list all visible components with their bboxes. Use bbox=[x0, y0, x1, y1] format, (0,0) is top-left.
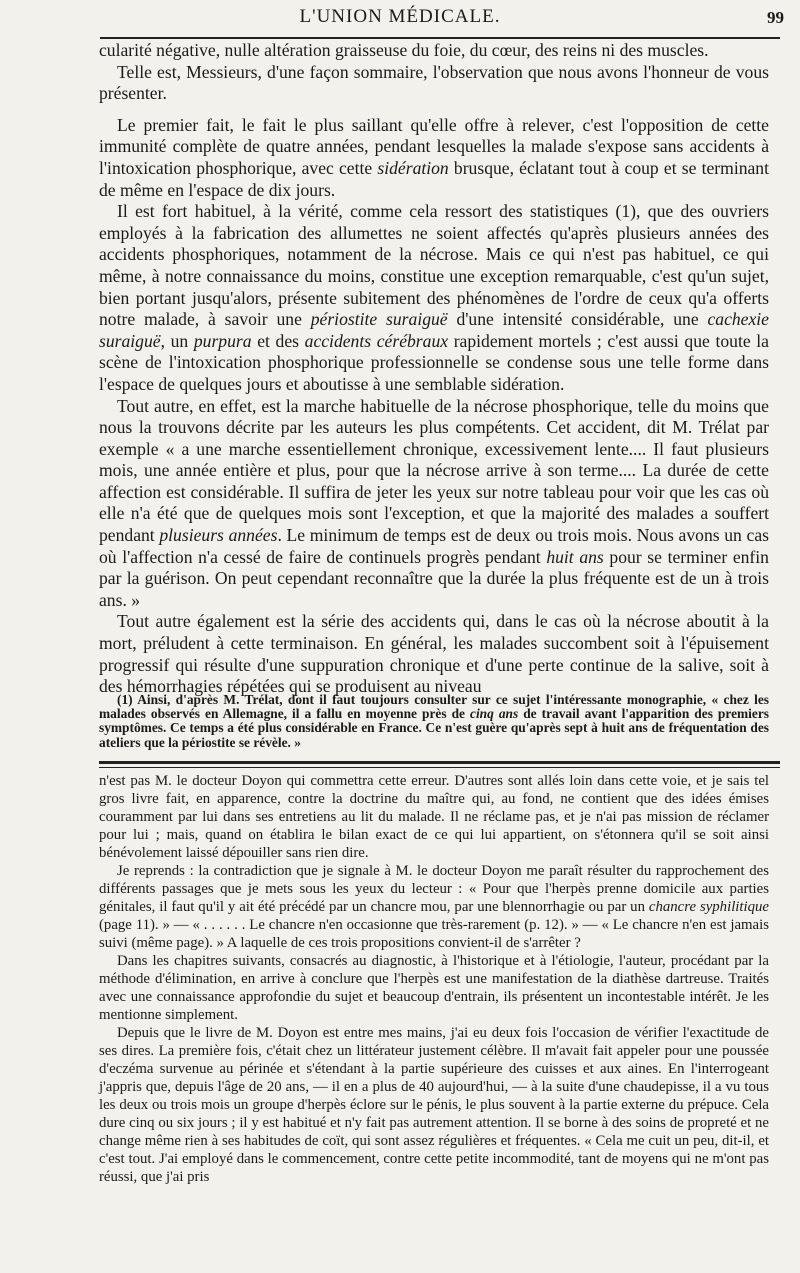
paragraph: Dans les chapitres suivants, consacrés au diagnostic, à l'historique et à l'étiologie, l'auteur, procédant par la méthode d'élimination, en arrive à conclure que l'herpès est une manifestation de la diathèse dartreuse. Traités avec une connaissance approfondie du sujet et beaucoup d'entrain, ils présentent un incontestable intérêt. Je les mentionne simplement. bbox=[99, 953, 769, 1023]
paragraph: n'est pas M. le docteur Doyon qui commettra cette erreur. D'autres sont allés loin dans cette voie, et je sais tel gros livre fait, en apparence, contre la doctrine du maître qui, au fond, ne contient que des idées émises couramment par lui dans ses entretiens au lit du malade. Il ne réclame pas, et je n'ai pas mission de réclamer pour lui ; mais, quand on établira le bilan exact de ce qui lui appartient, on s'étonnera qu'il se soit ainsi bénévolement laissé dépouiller sans rien dire. bbox=[99, 773, 769, 861]
paragraph: cularité négative, nulle altération graisseuse du foie, du cœur, des reins ni des muscles. bbox=[99, 40, 709, 60]
paragraph: Telle est, Messieurs, d'une façon sommaire, l'observation que nous avons l'honneur de vous présenter. bbox=[99, 61, 769, 104]
paragraph: Il est fort habituel, à la vérité, comme cela ressort des statistiques (1), que des ouvriers employés à la fabrication des allumettes ne soient affectés qu'après plusieurs années des accidents phosphoriques, notamment de la nécrose. Mais ce qui n'est pas habituel, ce qui même, à notre connaissance du moins, constitue une exception remarquable, c'est qu'un sujet, bien portant jusqu'alors, présente subitement des phénomènes de l'ordre de ceux qu'a offerts notre malade, à savoir une périostite suraiguë d'une intensité considérable, une cachexie suraiguë, un purpura et des accidents cérébraux rapidement mortels ; c'est aussi que toute la scène de l'intoxication phosphorique professionnelle se condense sous une telle forme dans l'espace de quelques jours et aboutisse à une semblable sidération. bbox=[99, 201, 769, 394]
main-article bbox=[99, 40, 769, 698]
feuilleton-article bbox=[99, 772, 769, 1186]
paragraph: Je reprends : la contradiction que je signale à M. le docteur Doyon me paraît résulter du rapprochement des différents passages que je mets sous les yeux du lecteur : « Pour que l'herpès prenne domicile aux parties génitales, il faut qu'il y ait été précédé par un chancre mou, par une blennorrhagie ou par un chancre syphilitique (page 11). » — « . . . . . . Le chancre n'en occasionne que très-rarement (p. 12). » — « Le chancre n'en est jamais suivi (même page). » A laquelle de ces trois propositions convient-il de s'arrêter ? bbox=[99, 863, 769, 951]
footnote: (1) Ainsi, d'après M. Trélat, dont il faut toujours consulter sur ce sujet l'intéressante monographie, « chez les malades observés en Allemagne, il a fallu en moyenne près de cinq ans de travail avant l'apparition des premiers symptômes. Ce temps a été plus considérable en France. Ce n'est guère qu'après sept à huit ans de fréquentation des ateliers que la périostite se révèle. » bbox=[99, 692, 769, 750]
paragraph: Tout autre, en effet, est la marche habituelle de la nécrose phosphorique, telle du moins que nous la trouvons décrite par les auteurs les plus compétents. Cet accident, dit M. Trélat par exemple « a une marche essentiellement chronique, excessivement lente.... Il faut plusieurs mois, une année entière et plus, pour que la nécrose arrive à son terme.... La durée de cette affection est considérable. Il suffira de jeter les yeux sur notre tableau pour voir que les cas où elle n'a été que de quelques mois sont l'exception, et que la majorité des malades a souffert pendant plusieurs années. Le minimum de temps est de deux ou trois mois. Nous avons un cas où l'affection n'a cessé de faire de continuels progrès pendant huit ans pour se terminer enfin par la guérison. On peut cependant reconnaître que la durée la plus fréquente est de un à trois ans. » bbox=[99, 395, 769, 610]
section-separator-thin bbox=[99, 767, 780, 768]
paragraph: Tout autre également est la série des accidents qui, dans le cas où la nécrose aboutit à la mort, préludent à cette terminaison. En général, les malades succombent soit à l'épuisement progressif qui résulte d'une suppuration chronique et d'une perte continue de la salive, soit à des hémorrhagies répétées qui se produisent au niveau bbox=[99, 611, 769, 697]
paragraph: Depuis que le livre de M. Doyon est entre mes mains, j'ai eu deux fois l'occasion de vérifier l'exactitude de ses dires. La première fois, c'était chez un littérateur justement célèbre. Il m'avait fait appeler pour une poussée d'eczéma survenue au périnée et s'étendant à la partie supérieure des cuisses et aux aines. En l'interrogeant j'appris que, depuis l'âge de 20 ans, — il en a plus de 40 aujourd'hui, — à la suite d'une chaudepisse, il a vu tous les deux ou trois mois un groupe d'herpès éclore sur le pénis, le plus souvent à la partie externe du prépuce. Cela dure cinq ou six jours ; il y est habitué et n'y fait pas autrement attention. Il se borne à des soins de propreté et ne change même rien à ses habitudes de coït, qui sont assez régulières et fréquentes. « Cela me cuit un peu, dit-il, et c'est tout. J'ai employé dans le commencement, contre cette petite incommodité, tant de moyens qui ne m'ont pas réussi, que j'ai pris bbox=[99, 1025, 769, 1185]
page-number: 99 bbox=[767, 8, 784, 27]
paragraph: Le premier fait, le fait le plus saillant qu'elle offre à relever, c'est l'opposition de cette immunité complète de quatre années, pendant lesquelles la malade s'expose sans accidents à l'intoxication phosphorique, avec cette sidération brusque, éclatant tout à coup et se terminant de même en l'espace de dix jours. bbox=[99, 114, 769, 200]
section-separator bbox=[99, 761, 780, 764]
page-header bbox=[0, 4, 800, 32]
header-rule bbox=[100, 37, 780, 39]
journal-title: L'UNION MÉDICALE. bbox=[299, 6, 501, 27]
